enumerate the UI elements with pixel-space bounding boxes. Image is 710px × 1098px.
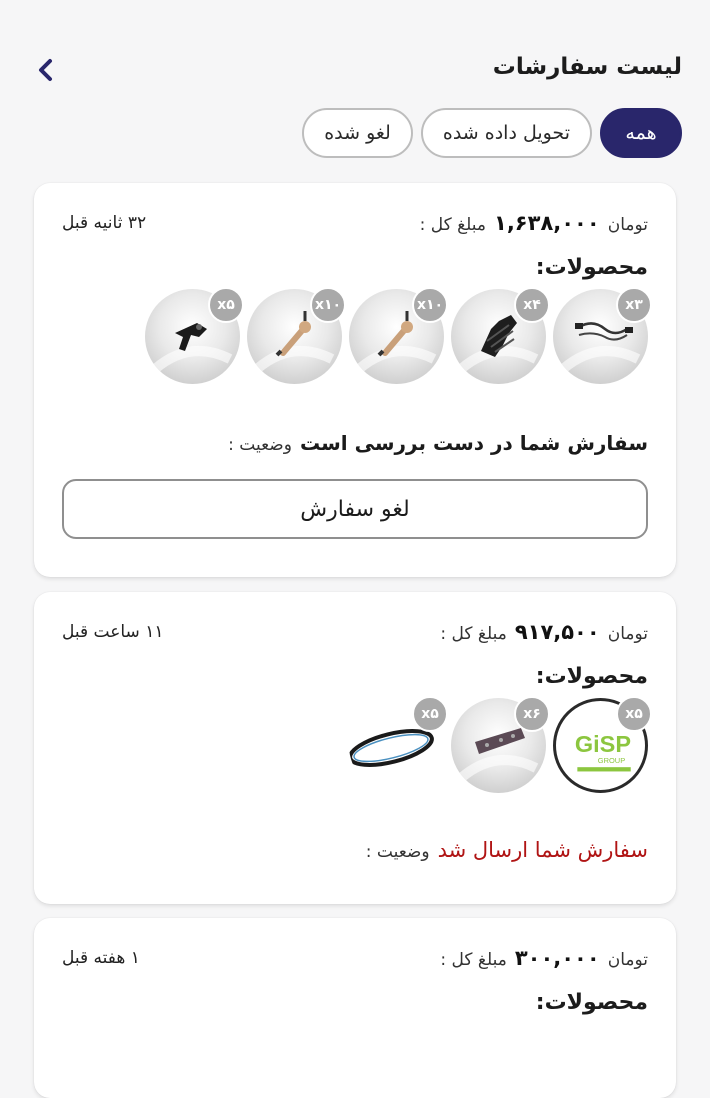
product-thumb[interactable]: [145, 289, 240, 384]
order-time: ۱ هفته قبل: [62, 948, 140, 968]
quantity-badge: x۳: [616, 287, 652, 323]
quantity-badge: x۱۰: [310, 287, 346, 323]
order-time: ۳۲ ثانیه قبل: [62, 213, 147, 233]
product-thumb[interactable]: [553, 698, 648, 793]
currency-label: تومان: [607, 950, 648, 970]
quantity-badge: x۵: [412, 696, 448, 732]
tab-all[interactable]: همه: [600, 108, 682, 158]
quantity-badge: x۵: [208, 287, 244, 323]
order-card[interactable]: [34, 918, 676, 1098]
product-thumb[interactable]: [247, 289, 342, 384]
order-card[interactable]: [34, 592, 676, 904]
quantity-badge: x۱۰: [412, 287, 448, 323]
products-label: محصولات:: [535, 255, 648, 280]
tab-delivered[interactable]: تحویل داده شده: [421, 108, 592, 158]
amount-value: ۹۱۷,۵۰۰: [514, 620, 600, 644]
page-title: لیست سفارشات: [492, 54, 682, 80]
product-thumb[interactable]: [553, 289, 648, 384]
brand-logo-text: GiSP: [574, 731, 632, 758]
amount-label: مبلغ کل :: [440, 624, 507, 644]
amount-value: ۳۰۰,۰۰۰: [514, 946, 600, 970]
quantity-badge: x۴: [514, 287, 550, 323]
products-label: محصولات:: [535, 990, 648, 1015]
status-label: وضعیت :: [228, 435, 292, 455]
order-time: ۱۱ ساعت قبل: [62, 622, 164, 642]
product-thumbnails: [349, 698, 648, 793]
order-status-row: [228, 431, 648, 455]
amount-value: ۱,۶۳۸,۰۰۰: [494, 211, 600, 235]
product-thumb[interactable]: [451, 289, 546, 384]
product-thumb[interactable]: [349, 289, 444, 384]
products-label: محصولات:: [535, 664, 648, 689]
product-thumb[interactable]: [349, 698, 444, 793]
filter-tabs: [302, 108, 682, 158]
product-thumb[interactable]: [451, 698, 546, 793]
status-label: وضعیت :: [365, 842, 430, 862]
quantity-badge: x۶: [514, 696, 550, 732]
order-amount-row: [420, 211, 648, 235]
cancel-order-button[interactable]: لغو سفارش: [62, 479, 648, 539]
product-thumbnails: [145, 289, 648, 384]
order-status-row: [366, 838, 648, 862]
status-value: سفارش شما ارسال شد: [437, 838, 648, 862]
tab-canceled[interactable]: لغو شده: [302, 108, 413, 158]
app-header: [0, 44, 710, 96]
quantity-badge: x۵: [616, 696, 652, 732]
status-value: سفارش شما در دست بررسی است: [299, 431, 648, 455]
currency-label: تومان: [607, 624, 648, 644]
order-amount-row: [440, 620, 648, 644]
amount-label: مبلغ کل :: [419, 215, 487, 235]
order-amount-row: [440, 946, 648, 970]
back-button[interactable]: [30, 54, 62, 86]
chevron-left-icon: [30, 54, 62, 86]
amount-label: مبلغ کل :: [440, 950, 507, 970]
brand-logo-subtext: GROUP: [597, 755, 626, 765]
order-card[interactable]: [34, 183, 676, 577]
currency-label: تومان: [607, 215, 648, 235]
